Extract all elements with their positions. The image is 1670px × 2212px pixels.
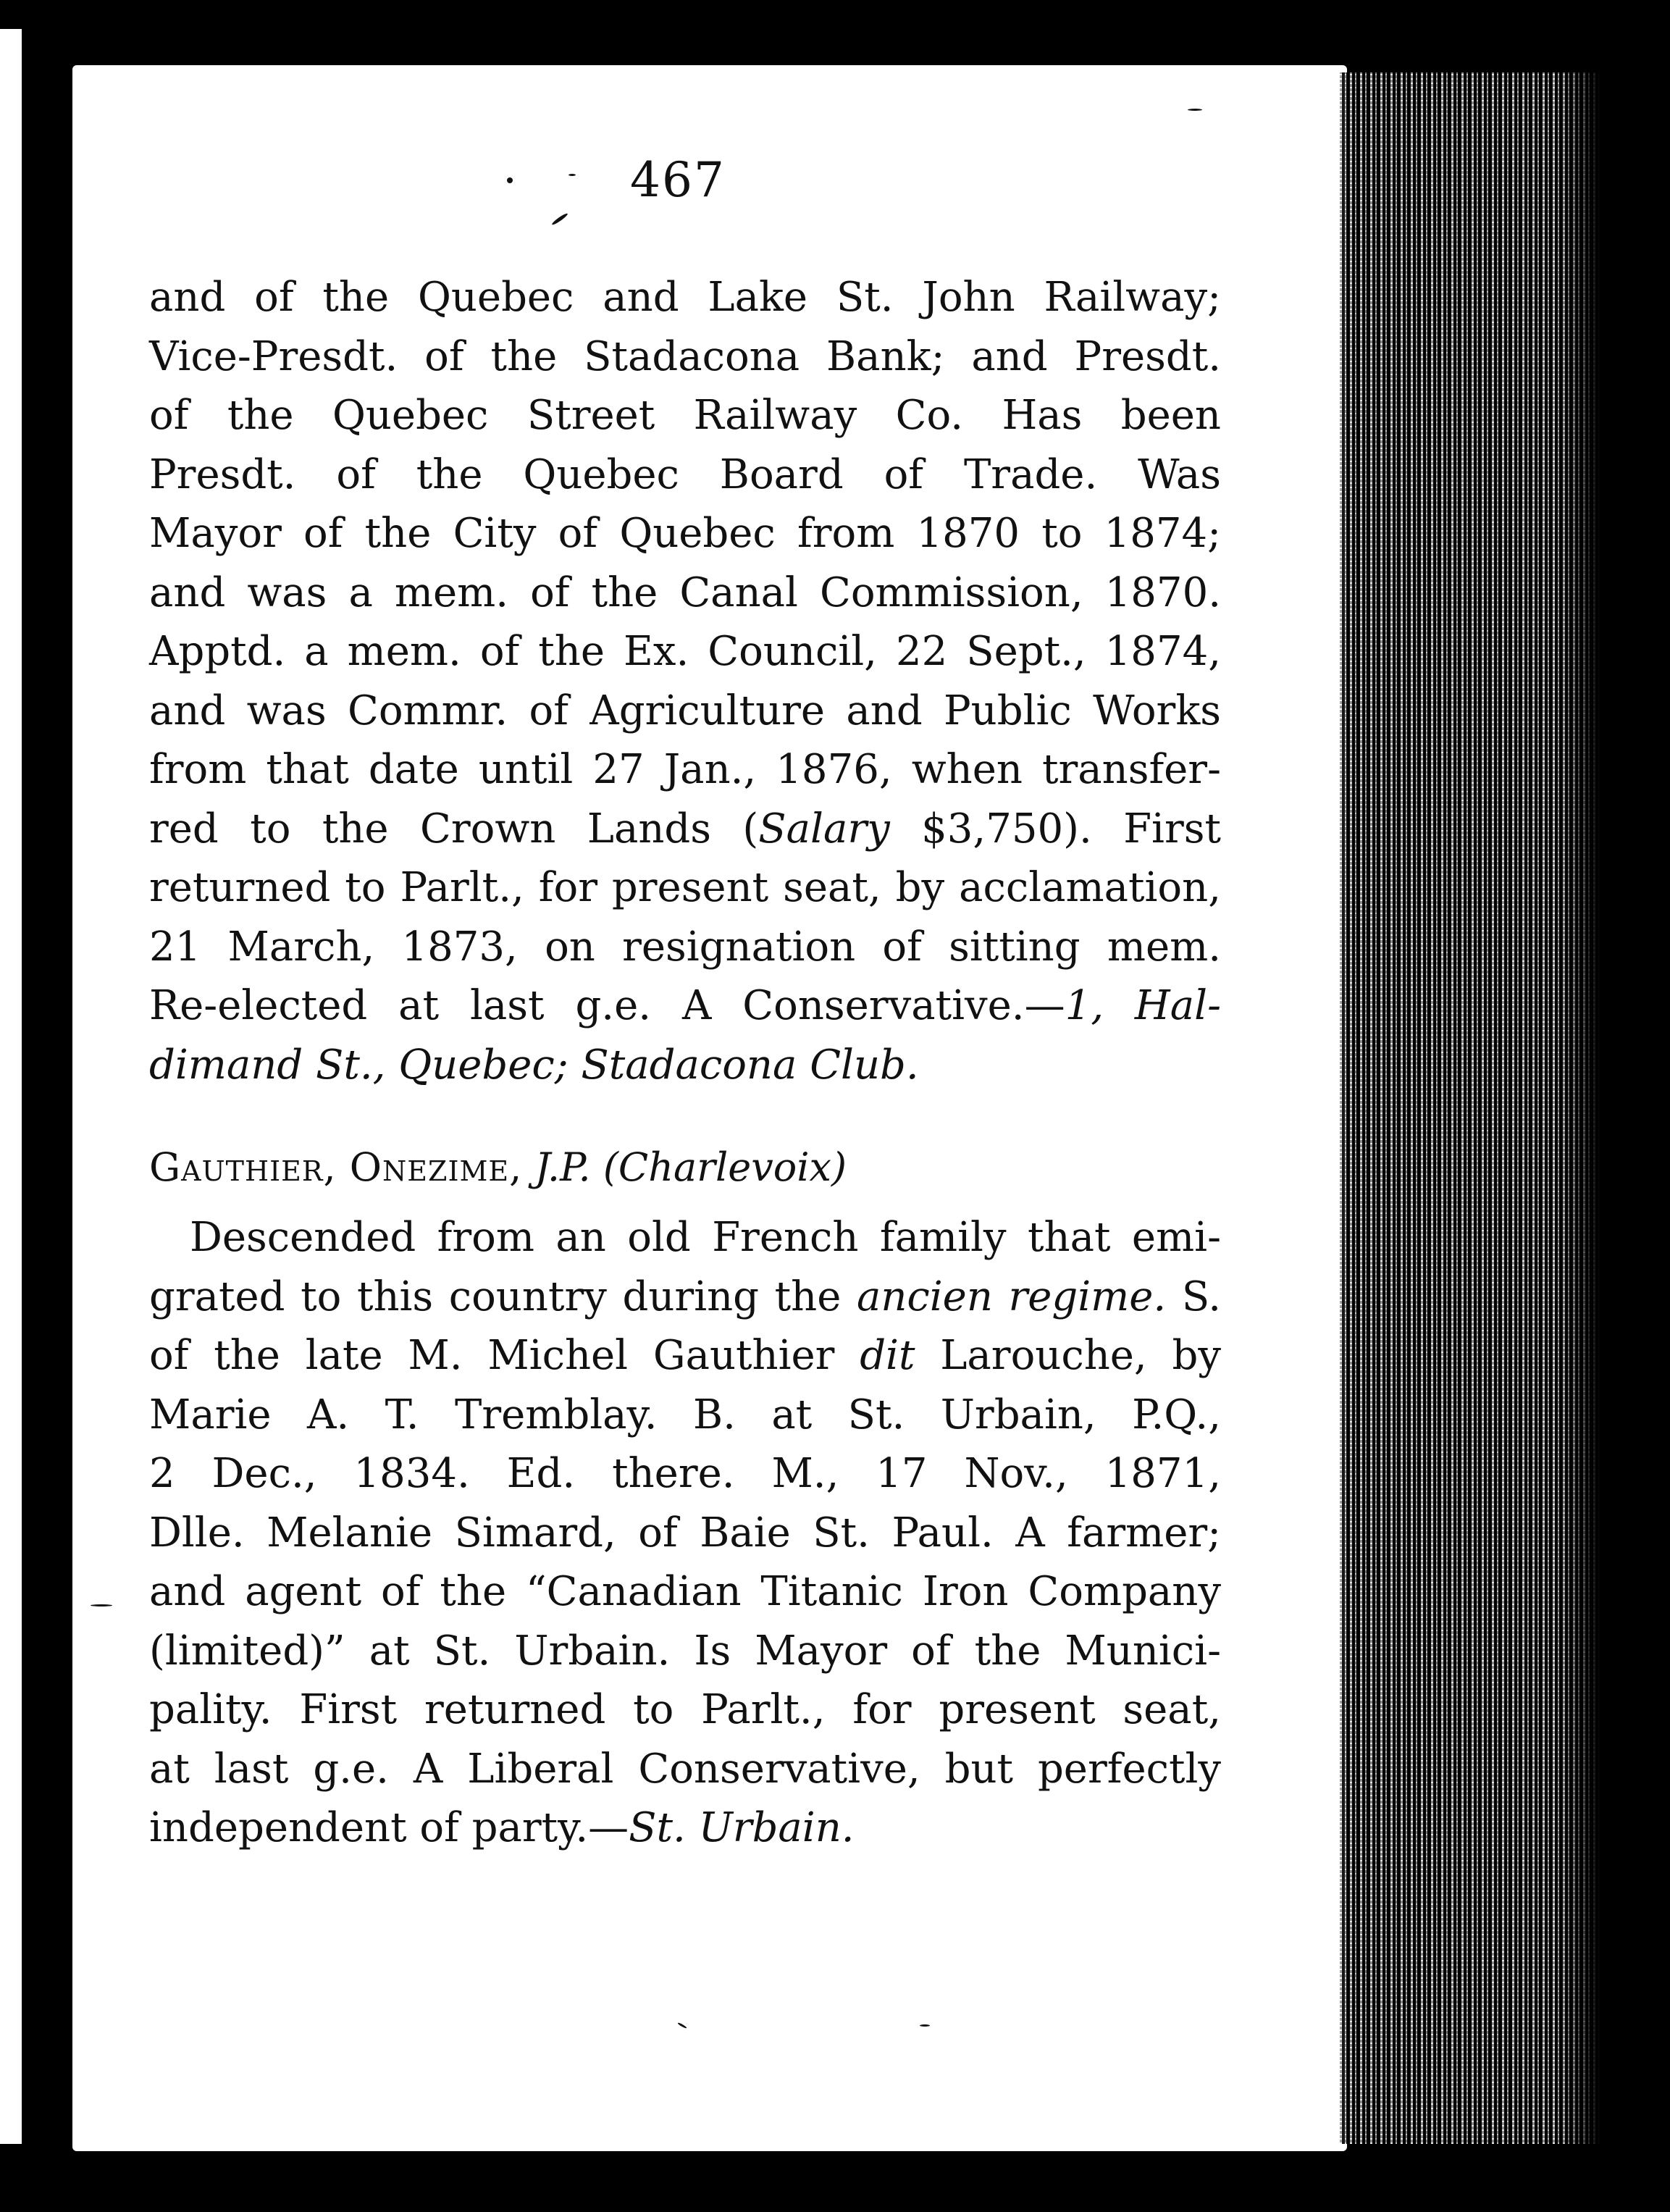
italic-segment: ancien regime.: [856, 1273, 1167, 1320]
text-line: from that date until 27 Jan., 1876, when transfer-: [149, 746, 1221, 793]
text-line: Presdt. of the Quebec Board of Trade. Was: [149, 451, 1221, 498]
ink-speck: [1188, 109, 1202, 111]
text-line: [149, 1326, 1221, 1386]
book-spine-shadow: [1557, 72, 1600, 2144]
text-line: at last g.e. A Liberal Conservative, but perfectly: [149, 1745, 1221, 1793]
ink-speck: [91, 1604, 112, 1606]
text-line: Apptd. a mem. of the Ex. Council, 22 Sept., 1874,: [149, 628, 1221, 675]
entry-title: J.P.: [534, 1144, 591, 1190]
entry-riding: (Charlevoix): [603, 1144, 847, 1190]
text-line: [149, 800, 1221, 859]
text-segment: red to the Crown Lands (: [149, 805, 759, 852]
text-line: pality. First returned to Parlt., for present seat,: [149, 1686, 1221, 1733]
text-segment: grated to this country during the: [149, 1273, 857, 1320]
text-line: returned to Parlt., for present seat, by acclamation,: [149, 864, 1221, 911]
text-segment: Larouche, by: [915, 1332, 1221, 1379]
text-line: and agent of the “Canadian Titanic Iron Company: [149, 1568, 1221, 1615]
text-line: [149, 1268, 1221, 1327]
text-segment: independent of party.—: [149, 1804, 629, 1851]
text-line: Vice-Presdt. of the Stadacona Bank; and Presdt.: [149, 332, 1221, 380]
italic-segment: St. Urbain.: [629, 1804, 855, 1851]
italic-segment: dit: [860, 1332, 915, 1379]
entry-body: [149, 1208, 1221, 1858]
text-segment: $3,750). First: [889, 805, 1221, 852]
text-line: and of the Quebec and Lake St. John Railway;: [149, 274, 1221, 321]
text-segment: S.: [1166, 1273, 1221, 1320]
text-line: and was a mem. of the Canal Commission, 1870.: [149, 569, 1221, 616]
text-line: and was Commr. of Agriculture and Public Works: [149, 687, 1221, 734]
text-line: Descended from an old French family that emi-: [190, 1214, 1221, 1261]
italic-segment: Salary: [758, 805, 890, 852]
italic-segment: 1, Hal-: [1065, 982, 1221, 1029]
ink-speck: [920, 2024, 930, 2027]
text-line: 21 March, 1873, on resignation of sitting mem.: [149, 923, 1221, 971]
text-line: Mayor of the City of Quebec from 1870 to 1874;: [149, 510, 1221, 557]
ink-speck: [568, 174, 576, 176]
text-line: Dlle. Melanie Simard, of Baie St. Paul. A farmer;: [149, 1509, 1221, 1557]
entry-heading: [149, 1144, 847, 1190]
entry-continued: [149, 268, 1221, 1094]
text-line: 2 Dec., 1834. Ed. there. M., 17 Nov., 1871,: [149, 1450, 1221, 1497]
adjacent-page-edge: [0, 29, 22, 2144]
text-line: of the Quebec Street Railway Co. Has been: [149, 392, 1221, 439]
text-line: [149, 976, 1221, 1036]
text-segment: of the late M. Michel Gauthier: [149, 1332, 860, 1379]
text-line: (limited)” at St. Urbain. Is Mayor of the Munici-: [149, 1627, 1221, 1675]
text-line: [149, 1798, 1221, 1858]
ink-speck: [507, 177, 513, 183]
page-number: 467: [630, 152, 726, 208]
text-line: dimand St., Quebec; Stadacona Club.: [149, 1041, 919, 1089]
text-segment: Re-elected at last g.e. A Conservative.—: [149, 982, 1065, 1029]
text-line: Marie A. T. Tremblay. B. at St. Urbain, P.Q.,: [149, 1391, 1221, 1438]
entry-name: Gauthier, Onezime,: [149, 1144, 523, 1190]
